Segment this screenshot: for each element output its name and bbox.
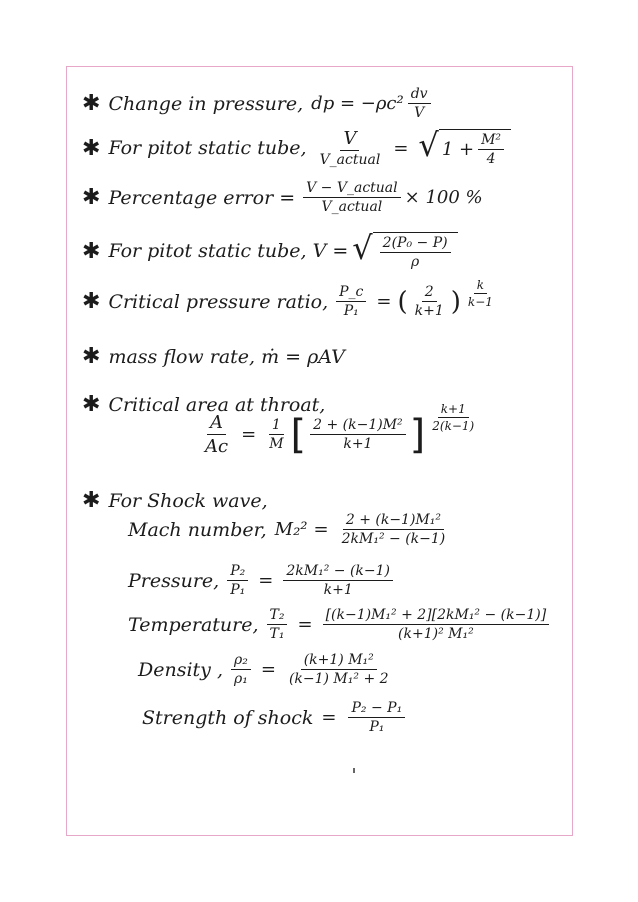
numerator: P₂ − P₁	[348, 700, 405, 718]
denominator: V	[414, 105, 425, 121]
fraction	[283, 563, 393, 598]
fraction	[266, 417, 286, 452]
numerator: 2kM₁² − (k−1)	[283, 563, 393, 581]
item-label: Pressure,	[128, 569, 220, 592]
fraction	[478, 132, 504, 167]
numerator: V − V_actual	[303, 180, 401, 198]
numerator: dv	[408, 86, 431, 104]
shock-pressure	[128, 563, 397, 598]
denominator: k+1	[323, 582, 353, 598]
equals: =	[297, 614, 313, 635]
fraction	[336, 284, 366, 319]
asterisk-bullet-icon: ✱	[82, 392, 101, 417]
formula-lhs: dp = −ρc²	[311, 93, 404, 114]
denominator: 2(k−1)	[432, 419, 475, 433]
fraction	[303, 180, 401, 215]
numerator: T₂	[267, 607, 288, 625]
note-label: For pitot static tube,	[108, 137, 307, 159]
note-label: Percentage error =	[108, 186, 296, 209]
exponent	[429, 402, 477, 433]
area-ratio-equation	[198, 402, 481, 458]
pen-mark	[353, 768, 355, 773]
item-label: Strength of shock	[142, 706, 314, 729]
shock-density	[138, 652, 396, 687]
shock-heading-label: For Shock wave,	[108, 489, 268, 512]
denominator: k−1	[467, 295, 493, 309]
fraction	[286, 652, 392, 687]
equals: =	[260, 659, 276, 680]
equals: =	[393, 137, 409, 159]
equals: =	[258, 570, 274, 591]
fraction	[317, 128, 384, 168]
fraction	[231, 652, 251, 687]
bracket-close: ]	[409, 411, 426, 458]
note-label: Critical pressure ratio,	[108, 290, 329, 313]
asterisk-bullet-icon: ✱	[82, 135, 101, 161]
numerator: A	[207, 412, 226, 435]
paren-open: (	[397, 286, 408, 317]
note-percentage-error	[82, 180, 483, 215]
denominator: k+1	[414, 303, 444, 319]
fraction	[323, 607, 550, 642]
numerator: 1	[269, 417, 284, 435]
asterisk-bullet-icon: ✱	[82, 238, 101, 264]
item-label: Temperature,	[128, 613, 259, 636]
fraction	[202, 412, 231, 457]
note-label: Change in pressure,	[108, 92, 304, 115]
item-lhs: M₂²	[274, 519, 308, 540]
note-mass-flow-rate	[82, 344, 345, 369]
note-label: mass flow rate, ṁ = ρAV	[108, 345, 345, 368]
numerator: k	[474, 278, 487, 294]
denominator: 4	[486, 151, 496, 167]
denominator: V_actual	[321, 199, 383, 215]
root-constant: 1 +	[441, 139, 475, 160]
bracket-open: [	[290, 411, 307, 458]
shock-mach-number	[128, 512, 452, 547]
paren-close: )	[450, 286, 461, 317]
square-root	[418, 126, 511, 167]
denominator: (k−1) M₁² + 2	[288, 671, 389, 687]
asterisk-bullet-icon: ✱	[82, 289, 101, 314]
note-label: Critical area at throat,	[108, 393, 326, 416]
fraction	[339, 512, 449, 547]
denominator: (k+1)² M₁²	[398, 626, 474, 642]
asterisk-bullet-icon: ✱	[82, 91, 101, 116]
note-change-in-pressure	[82, 86, 435, 121]
fraction	[348, 700, 405, 735]
denominator: ρ	[411, 254, 420, 270]
numerator: 2 + (k−1)M₁²	[343, 512, 444, 530]
denominator: T₁	[269, 626, 285, 642]
numerator: 2(P₀ − P)	[380, 235, 451, 253]
denominator: P₁	[230, 582, 246, 598]
numerator: P_c	[336, 284, 366, 302]
fraction	[227, 563, 248, 598]
numerator: k+1	[438, 402, 469, 418]
numerator: P₂	[227, 563, 248, 581]
formula-tail: × 100 %	[404, 187, 483, 208]
fraction	[310, 417, 406, 452]
radical-icon: √	[418, 126, 439, 164]
note-critical-pressure-ratio	[82, 278, 500, 319]
shock-heading	[82, 488, 268, 513]
numerator: V	[340, 128, 359, 151]
numerator: ρ₂	[231, 652, 251, 670]
item-label: Mach number,	[128, 518, 267, 541]
denominator: 2kM₁² − (k−1)	[341, 531, 446, 547]
note-label: For pitot static tube, V =	[108, 240, 349, 262]
fraction	[412, 284, 447, 319]
numerator: (k+1) M₁²	[301, 652, 377, 670]
fraction	[380, 235, 451, 270]
numerator: 2 + (k−1)M²	[310, 417, 406, 435]
square-root	[352, 229, 457, 270]
asterisk-bullet-icon: ✱	[82, 488, 101, 513]
numerator: 2	[422, 284, 437, 302]
asterisk-bullet-icon: ✱	[82, 344, 101, 369]
item-label: Density ,	[138, 658, 223, 681]
shock-strength	[142, 700, 409, 735]
equals: =	[376, 291, 392, 312]
denominator: P₁	[369, 719, 385, 735]
denominator: ρ₁	[234, 671, 248, 687]
numerator: [(k−1)M₁² + 2][2kM₁² − (k−1)]	[323, 607, 550, 625]
equals: =	[313, 519, 329, 540]
denominator: k+1	[343, 436, 373, 452]
numerator: M²	[478, 132, 504, 150]
asterisk-bullet-icon: ✱	[82, 185, 101, 210]
denominator: V_actual	[319, 152, 381, 168]
fraction	[267, 607, 288, 642]
note-pitot-velocity	[82, 229, 458, 270]
denominator: Ac	[205, 436, 229, 457]
shock-temperature	[128, 607, 553, 642]
exponent	[465, 278, 496, 309]
note-pitot-ratio	[82, 128, 511, 168]
denominator: M	[269, 436, 284, 452]
denominator: P₁	[343, 303, 359, 319]
equals: =	[321, 707, 337, 728]
equals: =	[241, 424, 257, 445]
radical-icon: √	[352, 229, 373, 267]
fraction	[408, 86, 431, 121]
